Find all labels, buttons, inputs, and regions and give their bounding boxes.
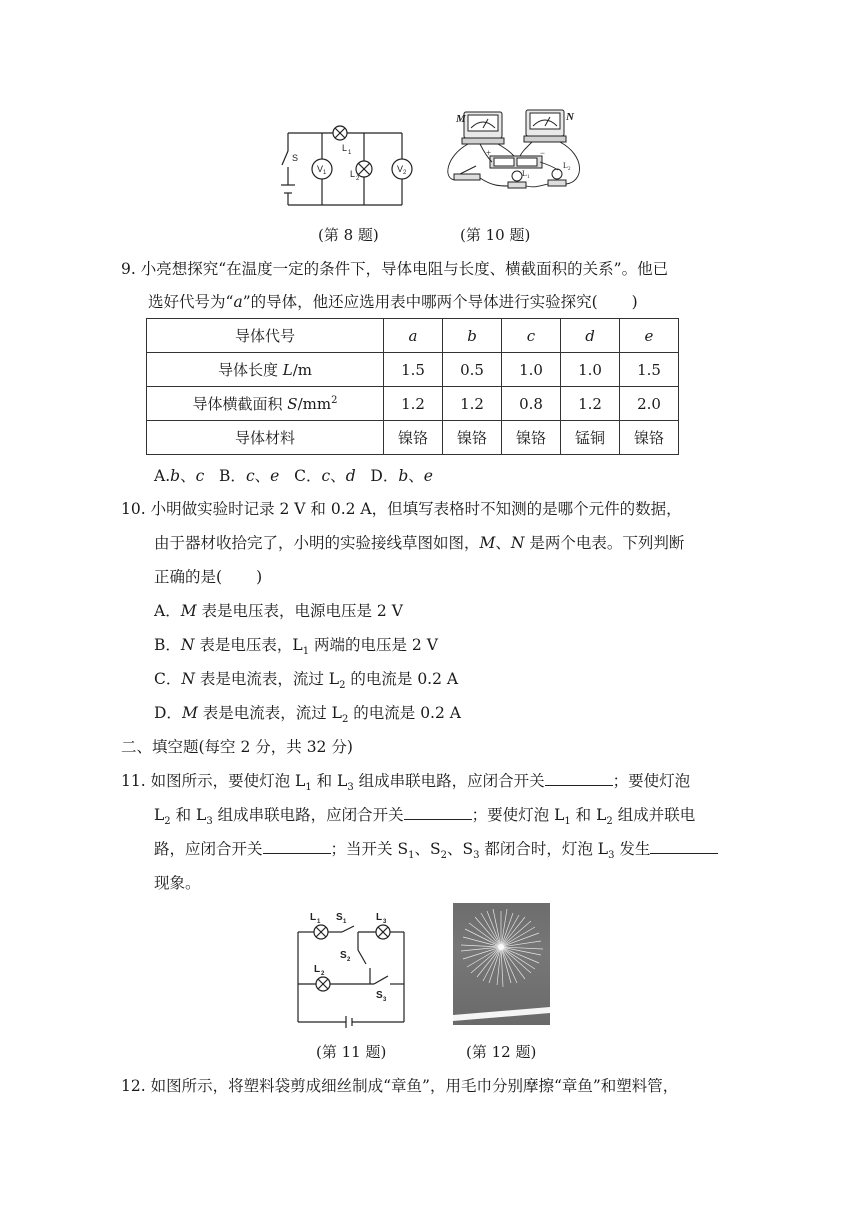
fig10-label-l2: L — [563, 161, 568, 170]
q9-number: 9. — [121, 260, 136, 278]
q9-option-c: C．c、d — [294, 467, 356, 485]
q9-option-b: B．c、e — [219, 467, 280, 485]
fig11-label-s3: S — [376, 990, 383, 1001]
fig11-label-l3-sub: 3 — [383, 919, 387, 925]
fig11-label-l2: L — [314, 964, 321, 975]
fig11-label-s1: S — [336, 912, 343, 923]
q12-line1: 12. 如图所示，将塑料袋剪成细丝制成“章鱼”，用毛巾分别摩擦“章鱼”和塑料管， — [121, 1077, 679, 1095]
q10-line2: 由于器材收拾完了，小明的实验接线草图如图，M、N 是两个电表。下列判断 — [154, 534, 685, 552]
table-row: 导体代号 a b c d e — [147, 319, 679, 353]
fig11-label-l1-sub: 1 — [317, 919, 321, 925]
table-row: 导体材料 镍铬 镍铬 镍铬 锰铜 镍铬 — [147, 421, 679, 455]
q10-option-b: B．N 表是电压表，$L_1$ 两端的电压是 2 V — [154, 636, 438, 658]
figure-8-circuit — [272, 123, 418, 213]
fig8-label-s: S — [292, 153, 299, 163]
q9-line1 — [121, 258, 668, 280]
fig8-label-l2: L — [350, 169, 356, 179]
fig8-label-l1-sub: 1 — [348, 150, 352, 156]
q9-text1: 小亮想探究“在温度一定的条件下，导体电阻与长度、横截面积的关系”。他已 — [140, 260, 669, 278]
table-row: 导体长度 L/m 1.5 0.5 1.0 1.0 1.5 — [147, 353, 679, 387]
section-2-title: 二、填空题(每空 2 分，共 32 分) — [121, 738, 353, 756]
fig8-label-v1-sub: 1 — [323, 170, 327, 176]
q11-blank-4[interactable] — [650, 839, 718, 854]
fig11-label-s2-sub: 2 — [347, 957, 351, 963]
fig10-label-l1: L — [522, 169, 527, 178]
fig8-label-l2-sub: 2 — [356, 176, 360, 182]
q10-line1: 10. 小明做实验时记录 2 V 和 0.2 A，但填写表格时不知测的是哪个元件的数据， — [121, 500, 682, 518]
fig8-label-v2-sub: 2 — [403, 170, 407, 176]
q9-option-a: A.b、c — [154, 467, 205, 485]
q11-blank-3[interactable] — [263, 839, 331, 854]
fig10-label-minus: − — [540, 148, 546, 158]
q11-blank-1[interactable] — [545, 771, 613, 786]
fig11-label-l1: L — [310, 912, 317, 923]
q10-option-d: D．M 表是电流表，流过 $L_2$ 的电流是 0.2 A — [154, 704, 461, 726]
fig8-label-l1: L — [342, 143, 348, 153]
table-row: 导体横截面积 $S/mm^2$ 1.2 1.2 0.8 1.2 2.0 — [147, 387, 679, 421]
fig10-label-n: N — [566, 111, 574, 123]
figure-10-setup — [440, 106, 588, 202]
q10-option-c: C．N 表是电流表，流过 $L_2$ 的电流是 0.2 A — [154, 670, 459, 692]
q11-blank-2[interactable] — [404, 805, 472, 820]
conductor-table — [146, 318, 679, 455]
q9-options — [154, 465, 433, 487]
q11-line3: 路，应闭合开关 ；当开关 $S_1$、$S_2$、$S_3$ 都闭合时，灯泡 $L_3$ 发生 — [154, 838, 718, 867]
fig12-caption: (第 12 题) — [466, 1043, 537, 1061]
fig11-label-s3-sub: 3 — [383, 997, 387, 1003]
fig11-label-s2: S — [340, 950, 347, 961]
q9-option-d: D．b、e — [370, 467, 433, 485]
q9-line2: 选好代号为“a”的导体，他还应选用表中哪两个导体进行实验探究( ) — [148, 293, 638, 311]
figure-12-photo — [453, 903, 550, 1025]
fig8-caption: (第 8 题) — [318, 226, 379, 244]
q11-line2: $L_2$ 和 $L_3$ 组成串联电路，应闭合开关 ；要使灯泡 $L_1$ 和 $L_2$ 组成并联电 — [154, 806, 696, 828]
figure-11-circuit — [290, 906, 412, 1030]
fig8-label-v1: V — [317, 164, 324, 174]
q11-line4: 现象。 — [154, 874, 201, 892]
fig10-label-plus: + — [486, 148, 492, 158]
fig11-label-l3: L — [376, 912, 383, 923]
fig10-label-m: M — [456, 113, 466, 125]
fig10-label-l1-sub: 1 — [527, 175, 530, 180]
fig11-caption: (第 11 题) — [316, 1043, 387, 1061]
static-octopus-image — [453, 903, 550, 1025]
fig11-label-s1-sub: 1 — [343, 919, 347, 925]
fig10-label-l2-sub: 2 — [568, 167, 571, 172]
fig10-caption: (第 10 题) — [460, 226, 531, 244]
q11-line1: 11. 如图所示，要使灯泡 $L_1$ 和 $L_3$ 组成串联电路，应闭合开关 ；要使灯泡 — [121, 772, 691, 794]
q10-line3: 正确的是( ) — [154, 568, 263, 586]
q10-option-a: A．M 表是电压表，电源电压是 2 V — [154, 602, 403, 620]
fig8-label-v2: V — [397, 164, 404, 174]
fig11-label-l2-sub: 2 — [321, 971, 325, 977]
